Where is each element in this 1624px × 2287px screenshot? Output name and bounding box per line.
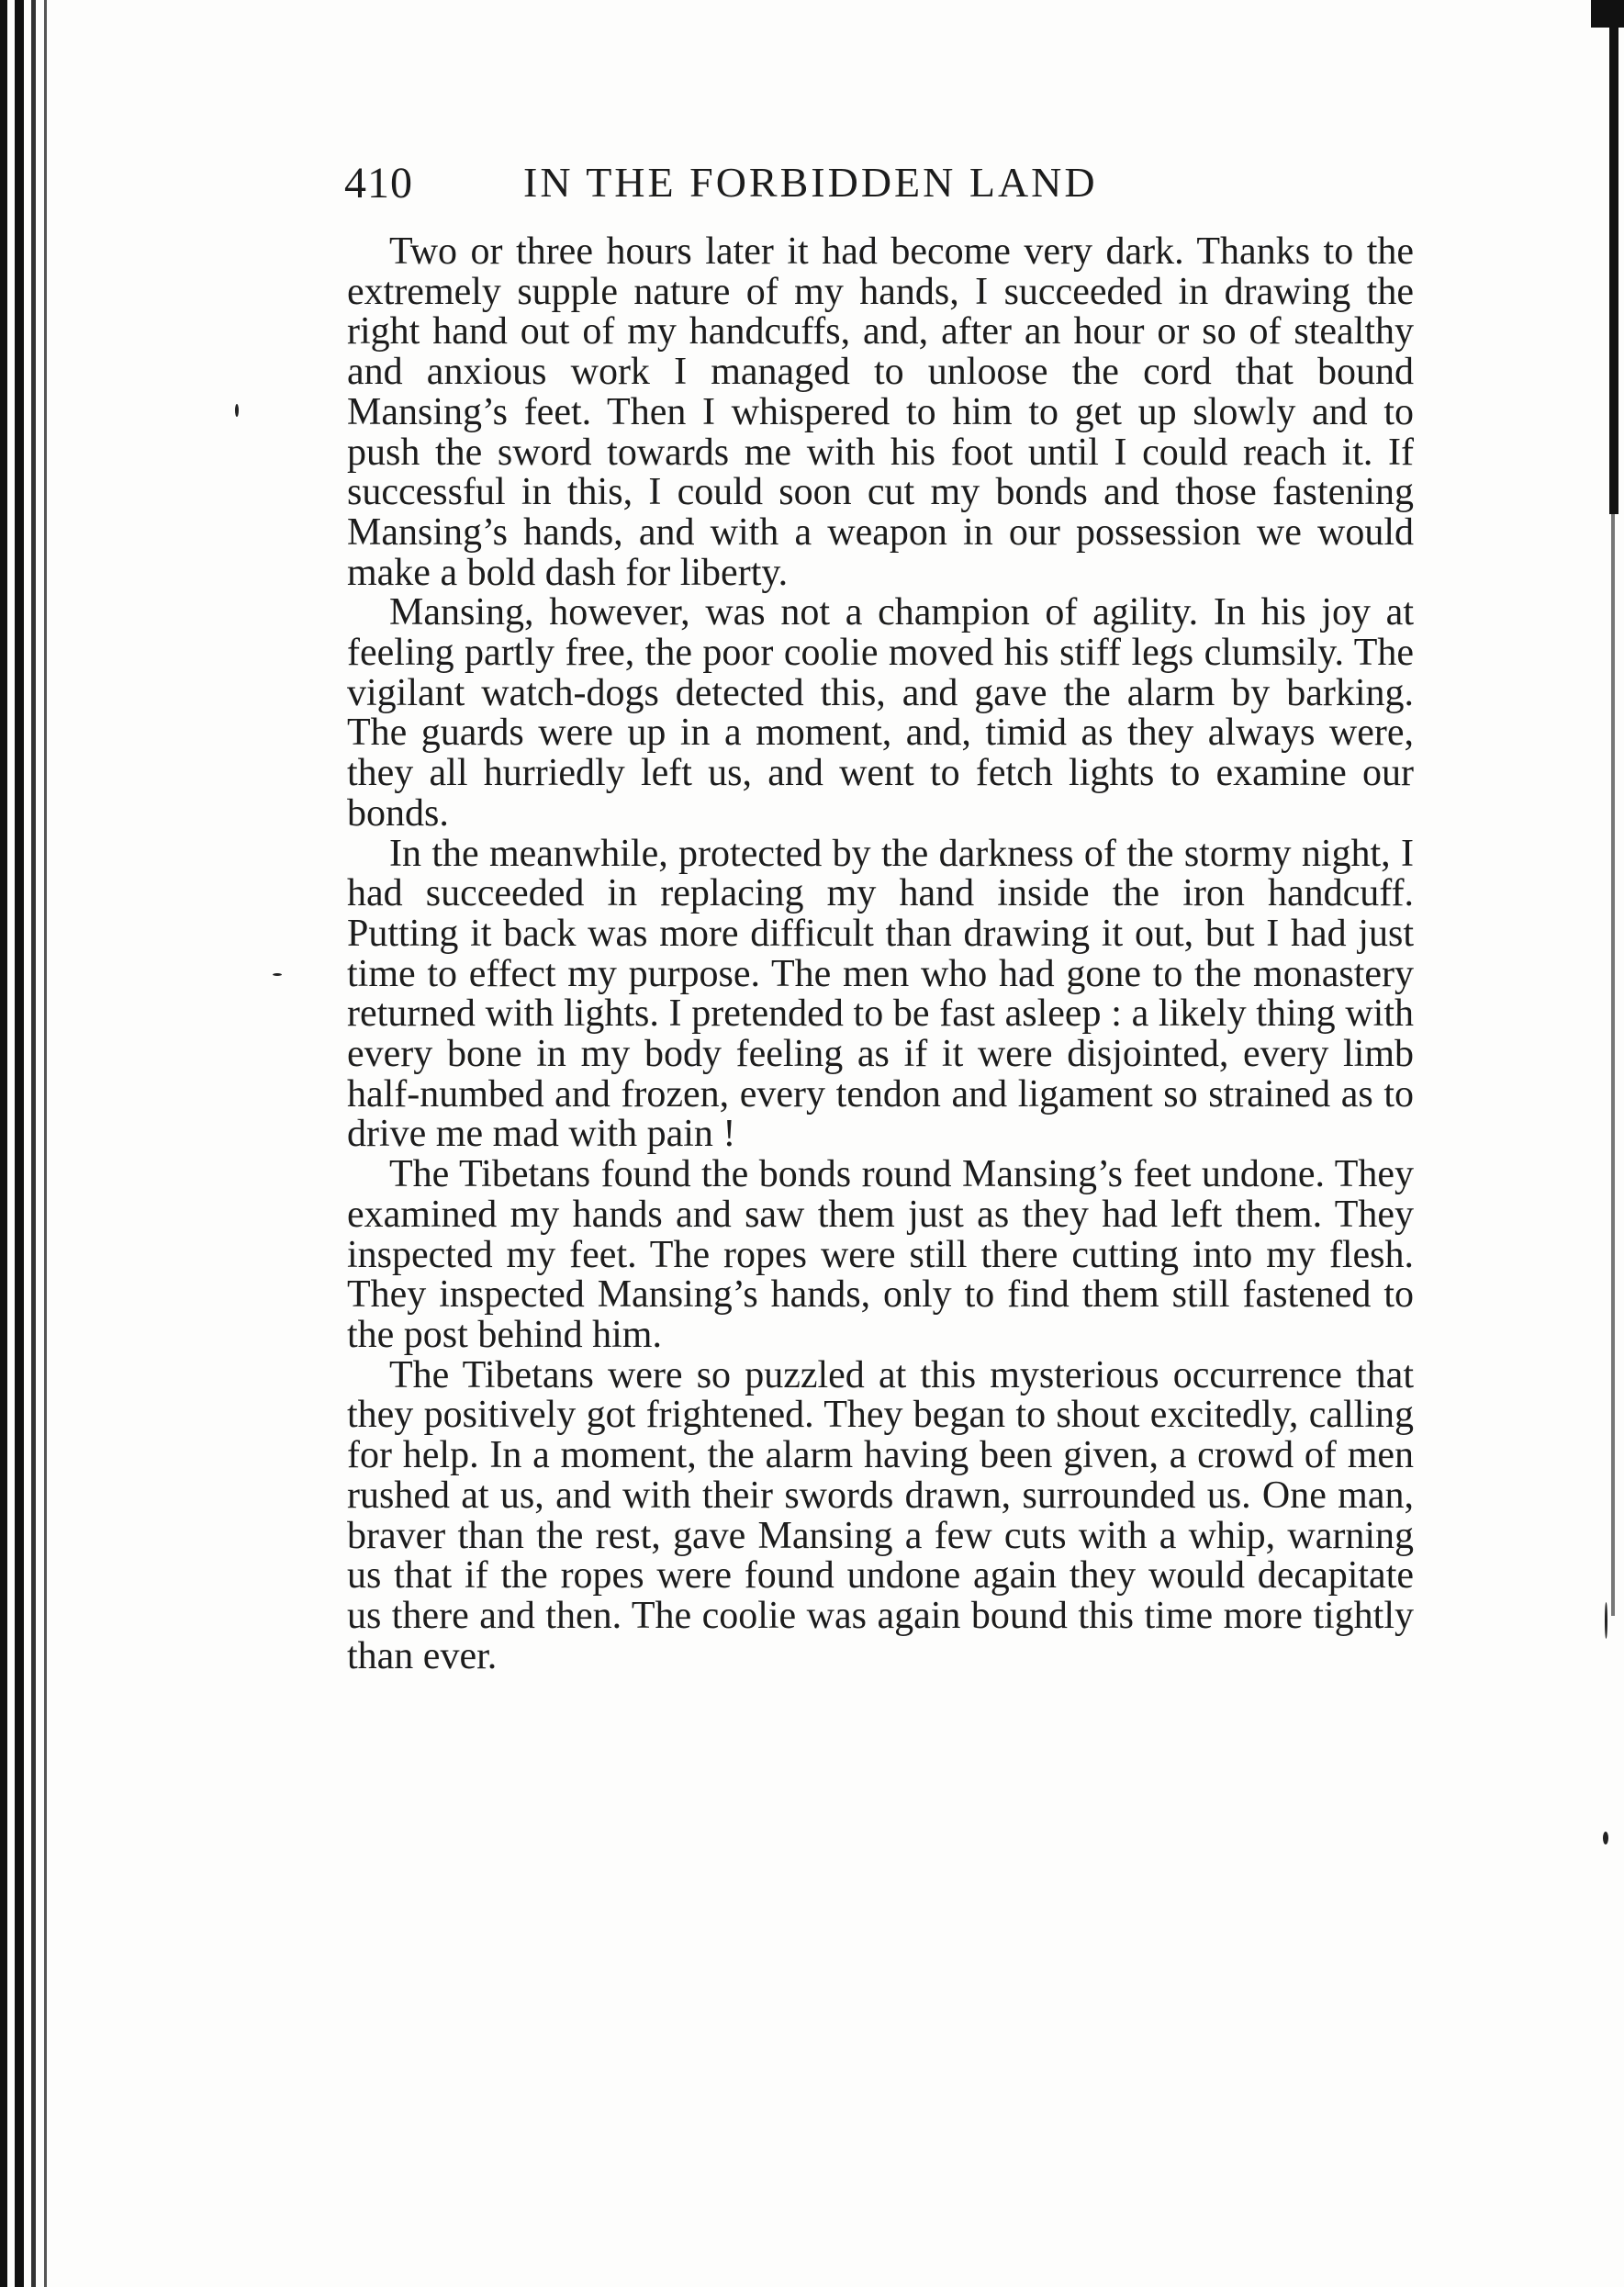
binding-line: [15, 0, 24, 2287]
body-text: [347, 232, 1414, 1676]
scan-speck: [273, 973, 282, 976]
scan-speck: [1603, 1832, 1608, 1844]
right-page-edge: [1587, 0, 1624, 2287]
paragraph: The Tibetans found the bonds round Mansing’s feet undone. They examined my hands and saw them just as they had left them. They inspected my feet. The ropes were still there cutting into my flesh. They inspected Mansing’s hands, only to find them still fastened to the post behind him.: [347, 1153, 1414, 1356]
binding-line: [0, 0, 7, 2287]
paragraph: In the meanwhile, protected by the darkness of the stormy night, I had succeeded in replacing my hand inside the iron handcuff. Putting it back was more difficult than drawing it out, but I had just time to effect my purpose. The men who had gone to the monastery returned with lights. I pretended to be fast asleep : a likely thing with every bone in my body feeling as if it were disjointed, every limb half-numbed and frozen, every tendon and ligament so strained as to drive me mad with pain !: [347, 832, 1414, 1156]
paragraph: The Tibetans were so puzzled at this mysterious occurrence that they positively got frightened. They began to shout excitedly, calling for help. In a moment, the alarm having been given, a crowd of men rushed at us, and with their swords drawn, surrounded us. One man, braver than the rest, gave Mansing a few cuts with a whip, warning us that if the ropes were found undone again they would decapitate us there and then. The coolie was again bound this time more tightly than ever.: [347, 1353, 1414, 1677]
paragraph: Mansing, however, was not a champion of agility. In his joy at feeling partly free, the poor coolie moved his stiff legs clumsily. The vigilant watch-dogs detected this, and gave the alarm by barking. The guards were up in a moment, and, timid as they always were, they all hurriedly left us, and went to fetch lights to examine our bonds.: [347, 591, 1414, 835]
page-header: [344, 158, 1418, 222]
scan-speck: [235, 404, 239, 417]
binding-line: [31, 0, 36, 2287]
paragraph: Two or three hours later it had become very dark. Thanks to the extremely supple nature of my hands, I succeeded in drawing the right hand out of my handcuffs, and, after an hour or so of stealthy and anxious work I managed to unloose the cord that bound Mansing’s feet. Then I whispered to him to get up slowly and to push the sword towards me with his foot until I could reach it. If successful in this, I could soon cut my bonds and those fastening Mansing’s hands, and with a weapon in our possession we would make a bold dash for liberty.: [347, 230, 1414, 594]
edge-mark: [1609, 18, 1618, 514]
edge-mark: [1611, 514, 1615, 1616]
page-number: 410: [344, 159, 413, 207]
edge-mark: [1591, 0, 1624, 28]
binding-line: [44, 0, 47, 2287]
running-title: IN THE FORBIDDEN LAND: [523, 159, 1098, 206]
left-binding-edge: [0, 0, 55, 2287]
scan-speck: [1605, 1602, 1607, 1639]
